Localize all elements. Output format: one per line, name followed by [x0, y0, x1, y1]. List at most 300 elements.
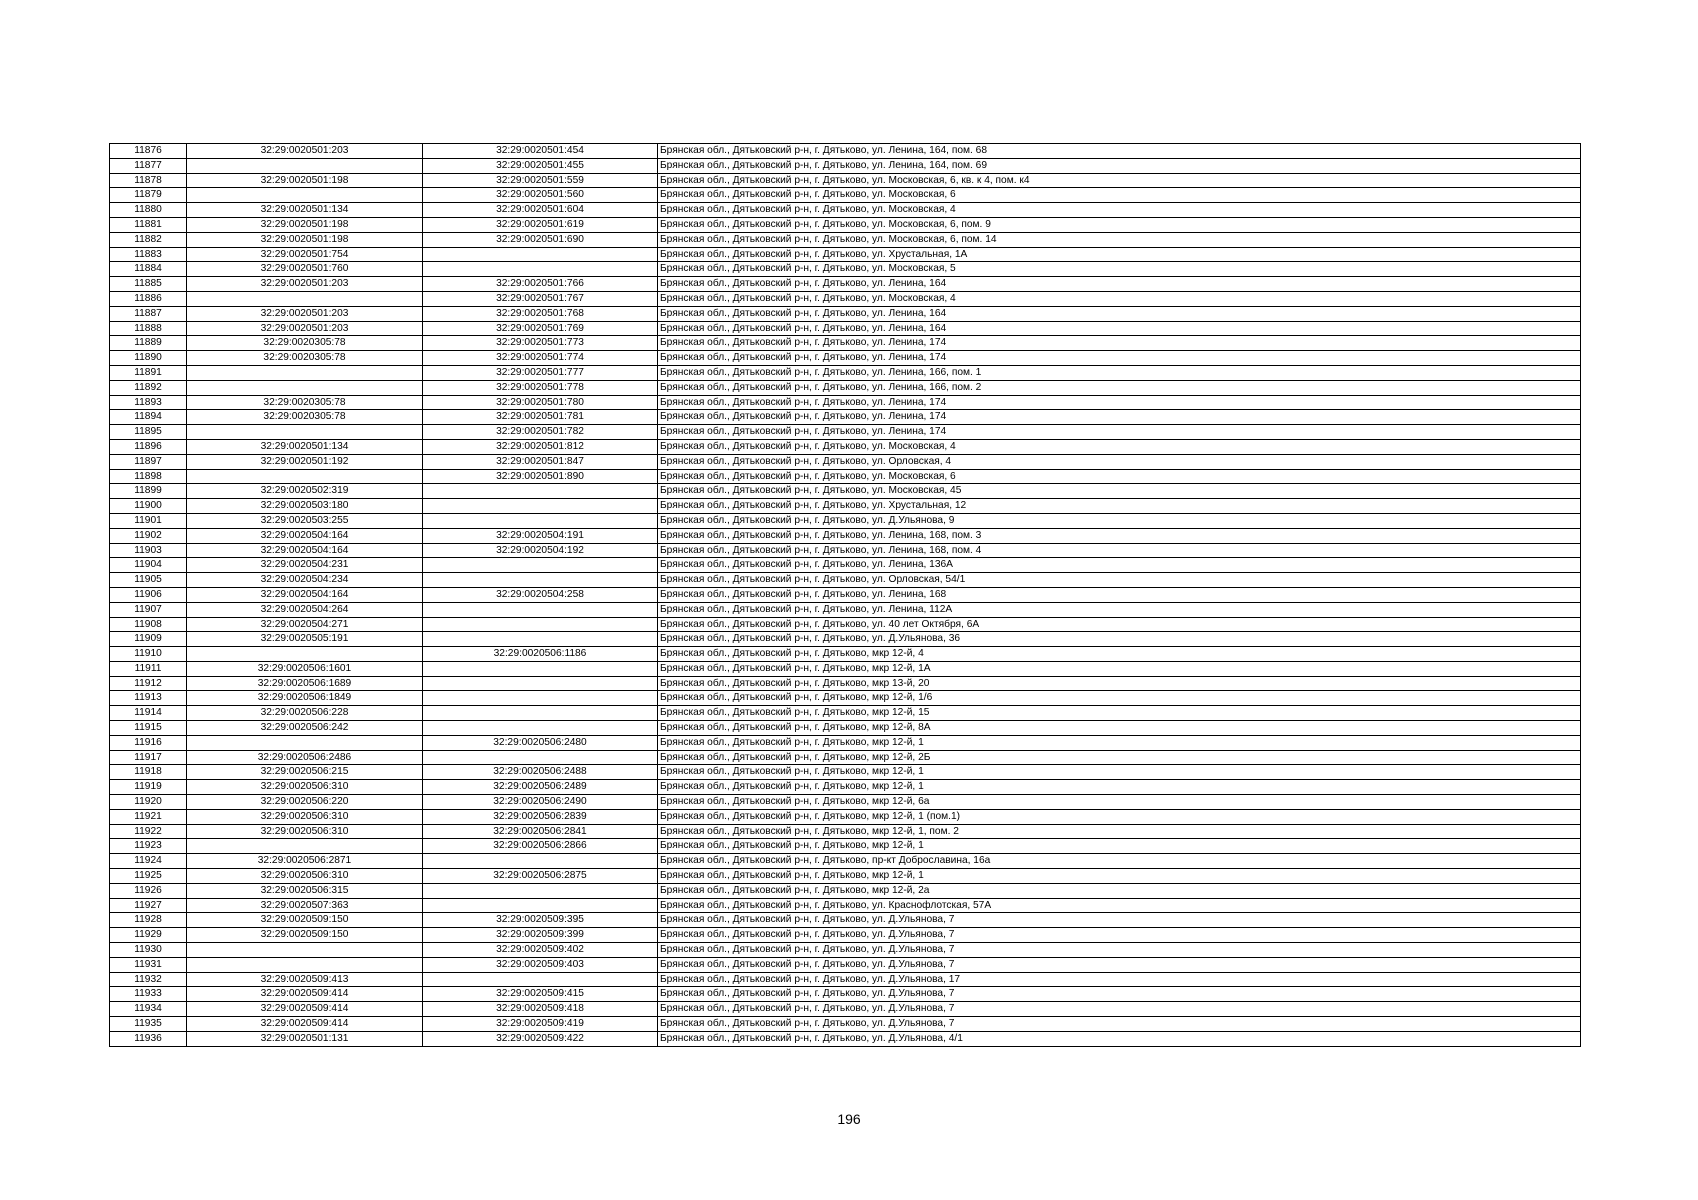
object-cadastral-number-cell: 32:29:0020509:402	[423, 943, 658, 958]
land-cadastral-number-cell: 32:29:0020506:2871	[187, 854, 423, 869]
table-row	[110, 573, 1581, 588]
table-row	[110, 262, 1581, 277]
address-cell: Брянская обл., Дятьковский р-н, г. Дятьково, ул. Хрустальная, 12	[658, 499, 1581, 514]
address-cell: Брянская обл., Дятьковский р-н, г. Дятьково, ул. Московская, 5	[658, 262, 1581, 277]
object-cadastral-number-cell: 32:29:0020501:768	[423, 306, 658, 321]
address-cell: Брянская обл., Дятьковский р-н, г. Дятьково, ул. Московская, 45	[658, 484, 1581, 499]
row-number-cell: 11886	[110, 291, 187, 306]
address-cell: Брянская обл., Дятьковский р-н, г. Дятьково, пр-кт Доброславина, 16а	[658, 854, 1581, 869]
table-row	[110, 365, 1581, 380]
address-cell: Брянская обл., Дятьковский р-н, г. Дятьково, мкр 12-й, 1	[658, 780, 1581, 795]
row-number-cell: 11904	[110, 558, 187, 573]
row-number-cell: 11877	[110, 158, 187, 173]
land-cadastral-number-cell: 32:29:0020505:191	[187, 632, 423, 647]
table-row	[110, 395, 1581, 410]
object-cadastral-number-cell	[423, 573, 658, 588]
address-cell: Брянская обл., Дятьковский р-н, г. Дятьково, ул. Ленина, 174	[658, 395, 1581, 410]
table-row	[110, 558, 1581, 573]
object-cadastral-number-cell: 32:29:0020501:604	[423, 203, 658, 218]
address-cell: Брянская обл., Дятьковский р-н, г. Дятьково, мкр 12-й, 1	[658, 765, 1581, 780]
land-cadastral-number-cell: 32:29:0020504:164	[187, 543, 423, 558]
address-cell: Брянская обл., Дятьковский р-н, г. Дятьково, ул. Ленина, 168, пом. 4	[658, 543, 1581, 558]
address-cell: Брянская обл., Дятьковский р-н, г. Дятьково, ул. Д.Ульянова, 7	[658, 943, 1581, 958]
object-cadastral-number-cell: 32:29:0020506:2875	[423, 869, 658, 884]
address-cell: Брянская обл., Дятьковский р-н, г. Дятьково, ул. Ленина, 164	[658, 306, 1581, 321]
row-number-cell: 11925	[110, 869, 187, 884]
land-cadastral-number-cell: 32:29:0020506:310	[187, 824, 423, 839]
table-row	[110, 913, 1581, 928]
address-cell: Брянская обл., Дятьковский р-н, г. Дятьково, мкр 12-й, 6а	[658, 795, 1581, 810]
land-cadastral-number-cell: 32:29:0020502:319	[187, 484, 423, 499]
address-cell: Брянская обл., Дятьковский р-н, г. Дятьково, ул. Московская, 6, пом. 9	[658, 217, 1581, 232]
object-cadastral-number-cell: 32:29:0020504:191	[423, 528, 658, 543]
object-cadastral-number-cell: 32:29:0020509:419	[423, 1017, 658, 1032]
row-number-cell: 11909	[110, 632, 187, 647]
object-cadastral-number-cell: 32:29:0020501:773	[423, 336, 658, 351]
address-cell: Брянская обл., Дятьковский р-н, г. Дятьково, ул. Московская, 4	[658, 203, 1581, 218]
land-cadastral-number-cell: 32:29:0020501:754	[187, 247, 423, 262]
address-cell: Брянская обл., Дятьковский р-н, г. Дятьково, ул. Хрустальная, 1А	[658, 247, 1581, 262]
address-cell: Брянская обл., Дятьковский р-н, г. Дятьково, ул. Д.Ульянова, 9	[658, 513, 1581, 528]
table-row	[110, 898, 1581, 913]
land-cadastral-number-cell	[187, 943, 423, 958]
address-cell: Брянская обл., Дятьковский р-н, г. Дятьково, мкр 12-й, 2Б	[658, 750, 1581, 765]
land-cadastral-number-cell: 32:29:0020506:315	[187, 883, 423, 898]
address-cell: Брянская обл., Дятьковский р-н, г. Дятьково, ул. Московская, 4	[658, 439, 1581, 454]
object-cadastral-number-cell	[423, 513, 658, 528]
object-cadastral-number-cell: 32:29:0020506:2839	[423, 809, 658, 824]
address-cell: Брянская обл., Дятьковский р-н, г. Дятьково, ул. Д.Ульянова, 36	[658, 632, 1581, 647]
row-number-cell: 11889	[110, 336, 187, 351]
object-cadastral-number-cell: 32:29:0020504:258	[423, 587, 658, 602]
row-number-cell: 11921	[110, 809, 187, 824]
row-number-cell: 11936	[110, 1031, 187, 1046]
table-row	[110, 158, 1581, 173]
table-row	[110, 780, 1581, 795]
land-cadastral-number-cell	[187, 425, 423, 440]
land-cadastral-number-cell: 32:29:0020305:78	[187, 395, 423, 410]
table-row	[110, 795, 1581, 810]
land-cadastral-number-cell: 32:29:0020504:164	[187, 587, 423, 602]
row-number-cell: 11906	[110, 587, 187, 602]
table-row	[110, 410, 1581, 425]
table-row	[110, 854, 1581, 869]
row-number-cell: 11923	[110, 839, 187, 854]
object-cadastral-number-cell	[423, 898, 658, 913]
table-row	[110, 617, 1581, 632]
table-row	[110, 351, 1581, 366]
table-row	[110, 173, 1581, 188]
land-cadastral-number-cell: 32:29:0020509:414	[187, 1017, 423, 1032]
address-cell: Брянская обл., Дятьковский р-н, г. Дятьково, ул. Краснофлотская, 57А	[658, 898, 1581, 913]
table-row	[110, 188, 1581, 203]
address-cell: Брянская обл., Дятьковский р-н, г. Дятьково, ул. Ленина, 174	[658, 336, 1581, 351]
land-cadastral-number-cell: 32:29:0020506:310	[187, 780, 423, 795]
row-number-cell: 11911	[110, 661, 187, 676]
land-cadastral-number-cell: 32:29:0020509:150	[187, 928, 423, 943]
row-number-cell: 11891	[110, 365, 187, 380]
land-cadastral-number-cell: 32:29:0020509:414	[187, 1002, 423, 1017]
land-cadastral-number-cell: 32:29:0020509:414	[187, 987, 423, 1002]
land-cadastral-number-cell	[187, 469, 423, 484]
land-cadastral-number-cell: 32:29:0020506:1849	[187, 691, 423, 706]
row-number-cell: 11927	[110, 898, 187, 913]
row-number-cell: 11876	[110, 144, 187, 159]
object-cadastral-number-cell	[423, 854, 658, 869]
row-number-cell: 11910	[110, 647, 187, 662]
row-number-cell: 11892	[110, 380, 187, 395]
table-row	[110, 528, 1581, 543]
table-row	[110, 1031, 1581, 1046]
page-number: 196	[837, 1111, 861, 1127]
address-cell: Брянская обл., Дятьковский р-н, г. Дятьково, мкр 12-й, 1	[658, 839, 1581, 854]
address-cell: Брянская обл., Дятьковский р-н, г. Дятьково, ул. Ленина, 166, пом. 1	[658, 365, 1581, 380]
row-number-cell: 11896	[110, 439, 187, 454]
land-cadastral-number-cell: 32:29:0020501:131	[187, 1031, 423, 1046]
land-cadastral-number-cell	[187, 188, 423, 203]
table-row	[110, 543, 1581, 558]
table-row	[110, 809, 1581, 824]
land-cadastral-number-cell: 32:29:0020305:78	[187, 410, 423, 425]
land-cadastral-number-cell	[187, 839, 423, 854]
table-row	[110, 824, 1581, 839]
object-cadastral-number-cell: 32:29:0020501:767	[423, 291, 658, 306]
row-number-cell: 11884	[110, 262, 187, 277]
table-row	[110, 632, 1581, 647]
table-row	[110, 1002, 1581, 1017]
address-cell: Брянская обл., Дятьковский р-н, г. Дятьково, ул. Орловская, 54/1	[658, 573, 1581, 588]
object-cadastral-number-cell	[423, 676, 658, 691]
address-cell: Брянская обл., Дятьковский р-н, г. Дятьково, ул. Московская, 4	[658, 291, 1581, 306]
land-cadastral-number-cell: 32:29:0020506:228	[187, 706, 423, 721]
row-number-cell: 11878	[110, 173, 187, 188]
object-cadastral-number-cell: 32:29:0020506:2490	[423, 795, 658, 810]
object-cadastral-number-cell: 32:29:0020501:774	[423, 351, 658, 366]
table-row	[110, 765, 1581, 780]
object-cadastral-number-cell: 32:29:0020506:2866	[423, 839, 658, 854]
row-number-cell: 11926	[110, 883, 187, 898]
table-row	[110, 321, 1581, 336]
object-cadastral-number-cell	[423, 247, 658, 262]
table-row	[110, 735, 1581, 750]
address-cell: Брянская обл., Дятьковский р-н, г. Дятьково, ул. Ленина, 174	[658, 410, 1581, 425]
table-row	[110, 439, 1581, 454]
object-cadastral-number-cell: 32:29:0020506:2489	[423, 780, 658, 795]
table-row	[110, 883, 1581, 898]
address-cell: Брянская обл., Дятьковский р-н, г. Дятьково, ул. Д.Ульянова, 7	[658, 913, 1581, 928]
table-row	[110, 454, 1581, 469]
address-cell: Брянская обл., Дятьковский р-н, г. Дятьково, ул. Ленина, 166, пом. 2	[658, 380, 1581, 395]
object-cadastral-number-cell	[423, 706, 658, 721]
land-cadastral-number-cell: 32:29:0020507:363	[187, 898, 423, 913]
row-number-cell: 11893	[110, 395, 187, 410]
object-cadastral-number-cell	[423, 632, 658, 647]
row-number-cell: 11882	[110, 232, 187, 247]
land-cadastral-number-cell: 32:29:0020506:1689	[187, 676, 423, 691]
table-row	[110, 943, 1581, 958]
row-number-cell: 11913	[110, 691, 187, 706]
row-number-cell: 11933	[110, 987, 187, 1002]
address-cell: Брянская обл., Дятьковский р-н, г. Дятьково, ул. Московская, 6, кв. к 4, пом. к4	[658, 173, 1581, 188]
object-cadastral-number-cell: 32:29:0020501:780	[423, 395, 658, 410]
object-cadastral-number-cell: 32:29:0020501:847	[423, 454, 658, 469]
row-number-cell: 11914	[110, 706, 187, 721]
row-number-cell: 11900	[110, 499, 187, 514]
object-cadastral-number-cell: 32:29:0020501:781	[423, 410, 658, 425]
land-cadastral-number-cell: 32:29:0020506:215	[187, 765, 423, 780]
row-number-cell: 11883	[110, 247, 187, 262]
table-row	[110, 291, 1581, 306]
land-cadastral-number-cell: 32:29:0020504:231	[187, 558, 423, 573]
object-cadastral-number-cell: 32:29:0020501:782	[423, 425, 658, 440]
row-number-cell: 11880	[110, 203, 187, 218]
object-cadastral-number-cell: 32:29:0020509:418	[423, 1002, 658, 1017]
table-row	[110, 277, 1581, 292]
address-cell: Брянская обл., Дятьковский р-н, г. Дятьково, ул. Московская, 6	[658, 188, 1581, 203]
address-cell: Брянская обл., Дятьковский р-н, г. Дятьково, ул. Д.Ульянова, 17	[658, 972, 1581, 987]
address-cell: Брянская обл., Дятьковский р-н, г. Дятьково, мкр 12-й, 15	[658, 706, 1581, 721]
table-row	[110, 247, 1581, 262]
row-number-cell: 11934	[110, 1002, 187, 1017]
row-number-cell: 11931	[110, 957, 187, 972]
land-cadastral-number-cell: 32:29:0020501:198	[187, 173, 423, 188]
row-number-cell: 11903	[110, 543, 187, 558]
object-cadastral-number-cell: 32:29:0020501:560	[423, 188, 658, 203]
row-number-cell: 11928	[110, 913, 187, 928]
object-cadastral-number-cell: 32:29:0020509:399	[423, 928, 658, 943]
table-row	[110, 721, 1581, 736]
table-row	[110, 144, 1581, 159]
table-row	[110, 972, 1581, 987]
address-cell: Брянская обл., Дятьковский р-н, г. Дятьково, ул. Орловская, 4	[658, 454, 1581, 469]
land-cadastral-number-cell: 32:29:0020504:164	[187, 528, 423, 543]
row-number-cell: 11930	[110, 943, 187, 958]
row-number-cell: 11897	[110, 454, 187, 469]
row-number-cell: 11902	[110, 528, 187, 543]
row-number-cell: 11915	[110, 721, 187, 736]
object-cadastral-number-cell: 32:29:0020506:1186	[423, 647, 658, 662]
object-cadastral-number-cell: 32:29:0020501:777	[423, 365, 658, 380]
object-cadastral-number-cell	[423, 750, 658, 765]
object-cadastral-number-cell: 32:29:0020501:890	[423, 469, 658, 484]
object-cadastral-number-cell: 32:29:0020509:395	[423, 913, 658, 928]
address-cell: Брянская обл., Дятьковский р-н, г. Дятьково, ул. Московская, 6	[658, 469, 1581, 484]
row-number-cell: 11918	[110, 765, 187, 780]
table-row	[110, 750, 1581, 765]
object-cadastral-number-cell	[423, 972, 658, 987]
table-row	[110, 661, 1581, 676]
address-cell: Брянская обл., Дятьковский р-н, г. Дятьково, мкр 12-й, 4	[658, 647, 1581, 662]
cadastral-table-body	[110, 144, 1581, 1047]
table-row	[110, 513, 1581, 528]
object-cadastral-number-cell: 32:29:0020501:778	[423, 380, 658, 395]
land-cadastral-number-cell: 32:29:0020501:134	[187, 439, 423, 454]
object-cadastral-number-cell	[423, 602, 658, 617]
table-row	[110, 217, 1581, 232]
object-cadastral-number-cell	[423, 262, 658, 277]
land-cadastral-number-cell: 32:29:0020506:2486	[187, 750, 423, 765]
land-cadastral-number-cell: 32:29:0020506:310	[187, 809, 423, 824]
address-cell: Брянская обл., Дятьковский р-н, г. Дятьково, ул. Ленина, 164	[658, 321, 1581, 336]
table-row	[110, 602, 1581, 617]
object-cadastral-number-cell: 32:29:0020501:455	[423, 158, 658, 173]
object-cadastral-number-cell: 32:29:0020501:766	[423, 277, 658, 292]
row-number-cell: 11890	[110, 351, 187, 366]
address-cell: Брянская обл., Дятьковский р-н, г. Дятьково, ул. Ленина, 136А	[658, 558, 1581, 573]
table-row	[110, 676, 1581, 691]
land-cadastral-number-cell: 32:29:0020506:220	[187, 795, 423, 810]
address-cell: Брянская обл., Дятьковский р-н, г. Дятьково, ул. Д.Ульянова, 7	[658, 987, 1581, 1002]
row-number-cell: 11888	[110, 321, 187, 336]
table-row	[110, 957, 1581, 972]
address-cell: Брянская обл., Дятьковский р-н, г. Дятьково, мкр 12-й, 2а	[658, 883, 1581, 898]
table-row	[110, 587, 1581, 602]
object-cadastral-number-cell	[423, 883, 658, 898]
row-number-cell: 11919	[110, 780, 187, 795]
land-cadastral-number-cell: 32:29:0020501:203	[187, 321, 423, 336]
object-cadastral-number-cell: 32:29:0020509:403	[423, 957, 658, 972]
row-number-cell: 11922	[110, 824, 187, 839]
address-cell: Брянская обл., Дятьковский р-н, г. Дятьково, ул. Ленина, 164, пом. 68	[658, 144, 1581, 159]
object-cadastral-number-cell	[423, 721, 658, 736]
row-number-cell: 11881	[110, 217, 187, 232]
row-number-cell: 11908	[110, 617, 187, 632]
object-cadastral-number-cell	[423, 617, 658, 632]
object-cadastral-number-cell: 32:29:0020501:454	[423, 144, 658, 159]
row-number-cell: 11895	[110, 425, 187, 440]
land-cadastral-number-cell: 32:29:0020501:192	[187, 454, 423, 469]
row-number-cell: 11920	[110, 795, 187, 810]
row-number-cell: 11912	[110, 676, 187, 691]
table-row	[110, 380, 1581, 395]
row-number-cell: 11901	[110, 513, 187, 528]
land-cadastral-number-cell	[187, 291, 423, 306]
cadastral-table	[109, 143, 1581, 1047]
row-number-cell: 11907	[110, 602, 187, 617]
object-cadastral-number-cell: 32:29:0020506:2480	[423, 735, 658, 750]
address-cell: Брянская обл., Дятьковский р-н, г. Дятьково, мкр 12-й, 1/6	[658, 691, 1581, 706]
land-cadastral-number-cell: 32:29:0020501:134	[187, 203, 423, 218]
table-row	[110, 232, 1581, 247]
object-cadastral-number-cell: 32:29:0020501:619	[423, 217, 658, 232]
table-row	[110, 484, 1581, 499]
land-cadastral-number-cell: 32:29:0020501:203	[187, 306, 423, 321]
address-cell: Брянская обл., Дятьковский р-н, г. Дятьково, мкр 12-й, 1	[658, 735, 1581, 750]
land-cadastral-number-cell: 32:29:0020506:242	[187, 721, 423, 736]
land-cadastral-number-cell: 32:29:0020506:1601	[187, 661, 423, 676]
object-cadastral-number-cell	[423, 661, 658, 676]
table-row	[110, 425, 1581, 440]
row-number-cell: 11932	[110, 972, 187, 987]
row-number-cell: 11917	[110, 750, 187, 765]
address-cell: Брянская обл., Дятьковский р-н, г. Дятьково, ул. Ленина, 174	[658, 425, 1581, 440]
row-number-cell: 11924	[110, 854, 187, 869]
object-cadastral-number-cell: 32:29:0020504:192	[423, 543, 658, 558]
table-row	[110, 203, 1581, 218]
row-number-cell: 11879	[110, 188, 187, 203]
land-cadastral-number-cell: 32:29:0020305:78	[187, 336, 423, 351]
object-cadastral-number-cell	[423, 484, 658, 499]
table-row	[110, 706, 1581, 721]
land-cadastral-number-cell	[187, 365, 423, 380]
land-cadastral-number-cell: 32:29:0020501:203	[187, 277, 423, 292]
row-number-cell: 11898	[110, 469, 187, 484]
table-row	[110, 987, 1581, 1002]
object-cadastral-number-cell: 32:29:0020501:812	[423, 439, 658, 454]
land-cadastral-number-cell	[187, 735, 423, 750]
land-cadastral-number-cell	[187, 957, 423, 972]
address-cell: Брянская обл., Дятьковский р-н, г. Дятьково, мкр 13-й, 20	[658, 676, 1581, 691]
object-cadastral-number-cell: 32:29:0020509:422	[423, 1031, 658, 1046]
table-row	[110, 869, 1581, 884]
address-cell: Брянская обл., Дятьковский р-н, г. Дятьково, мкр 12-й, 1, пом. 2	[658, 824, 1581, 839]
table-row	[110, 1017, 1581, 1032]
table-row	[110, 469, 1581, 484]
address-cell: Брянская обл., Дятьковский р-н, г. Дятьково, ул. Московская, 6, пом. 14	[658, 232, 1581, 247]
land-cadastral-number-cell: 32:29:0020501:760	[187, 262, 423, 277]
address-cell: Брянская обл., Дятьковский р-н, г. Дятьково, ул. Д.Ульянова, 7	[658, 928, 1581, 943]
land-cadastral-number-cell: 32:29:0020501:198	[187, 217, 423, 232]
land-cadastral-number-cell	[187, 380, 423, 395]
row-number-cell: 11905	[110, 573, 187, 588]
row-number-cell: 11935	[110, 1017, 187, 1032]
land-cadastral-number-cell: 32:29:0020504:271	[187, 617, 423, 632]
address-cell: Брянская обл., Дятьковский р-н, г. Дятьково, ул. Д.Ульянова, 4/1	[658, 1031, 1581, 1046]
land-cadastral-number-cell	[187, 158, 423, 173]
address-cell: Брянская обл., Дятьковский р-н, г. Дятьково, ул. Ленина, 164, пом. 69	[658, 158, 1581, 173]
row-number-cell: 11887	[110, 306, 187, 321]
object-cadastral-number-cell: 32:29:0020501:769	[423, 321, 658, 336]
address-cell: Брянская обл., Дятьковский р-н, г. Дятьково, ул. Ленина, 112А	[658, 602, 1581, 617]
address-cell: Брянская обл., Дятьковский р-н, г. Дятьково, ул. Ленина, 174	[658, 351, 1581, 366]
land-cadastral-number-cell: 32:29:0020503:180	[187, 499, 423, 514]
object-cadastral-number-cell: 32:29:0020509:415	[423, 987, 658, 1002]
row-number-cell: 11899	[110, 484, 187, 499]
table-row	[110, 691, 1581, 706]
land-cadastral-number-cell: 32:29:0020509:150	[187, 913, 423, 928]
table-row	[110, 499, 1581, 514]
object-cadastral-number-cell	[423, 691, 658, 706]
address-cell: Брянская обл., Дятьковский р-н, г. Дятьково, мкр 12-й, 1	[658, 869, 1581, 884]
address-cell: Брянская обл., Дятьковский р-н, г. Дятьково, ул. Ленина, 168, пом. 3	[658, 528, 1581, 543]
table-row	[110, 839, 1581, 854]
row-number-cell: 11885	[110, 277, 187, 292]
address-cell: Брянская обл., Дятьковский р-н, г. Дятьково, ул. 40 лет Октября, 6А	[658, 617, 1581, 632]
address-cell: Брянская обл., Дятьковский р-н, г. Дятьково, мкр 12-й, 1А	[658, 661, 1581, 676]
table-row	[110, 306, 1581, 321]
address-cell: Брянская обл., Дятьковский р-н, г. Дятьково, ул. Д.Ульянова, 7	[658, 957, 1581, 972]
row-number-cell: 11916	[110, 735, 187, 750]
table-row	[110, 647, 1581, 662]
address-cell: Брянская обл., Дятьковский р-н, г. Дятьково, ул. Д.Ульянова, 7	[658, 1017, 1581, 1032]
address-cell: Брянская обл., Дятьковский р-н, г. Дятьково, ул. Д.Ульянова, 7	[658, 1002, 1581, 1017]
land-cadastral-number-cell: 32:29:0020501:198	[187, 232, 423, 247]
object-cadastral-number-cell: 32:29:0020506:2488	[423, 765, 658, 780]
address-cell: Брянская обл., Дятьковский р-н, г. Дятьково, ул. Ленина, 164	[658, 277, 1581, 292]
object-cadastral-number-cell: 32:29:0020506:2841	[423, 824, 658, 839]
land-cadastral-number-cell: 32:29:0020506:310	[187, 869, 423, 884]
object-cadastral-number-cell	[423, 499, 658, 514]
address-cell: Брянская обл., Дятьковский р-н, г. Дятьково, мкр 12-й, 8А	[658, 721, 1581, 736]
object-cadastral-number-cell: 32:29:0020501:690	[423, 232, 658, 247]
land-cadastral-number-cell: 32:29:0020305:78	[187, 351, 423, 366]
land-cadastral-number-cell: 32:29:0020501:203	[187, 144, 423, 159]
address-cell: Брянская обл., Дятьковский р-н, г. Дятьково, мкр 12-й, 1 (пом.1)	[658, 809, 1581, 824]
land-cadastral-number-cell: 32:29:0020509:413	[187, 972, 423, 987]
row-number-cell: 11929	[110, 928, 187, 943]
land-cadastral-number-cell: 32:29:0020503:255	[187, 513, 423, 528]
table-row	[110, 928, 1581, 943]
